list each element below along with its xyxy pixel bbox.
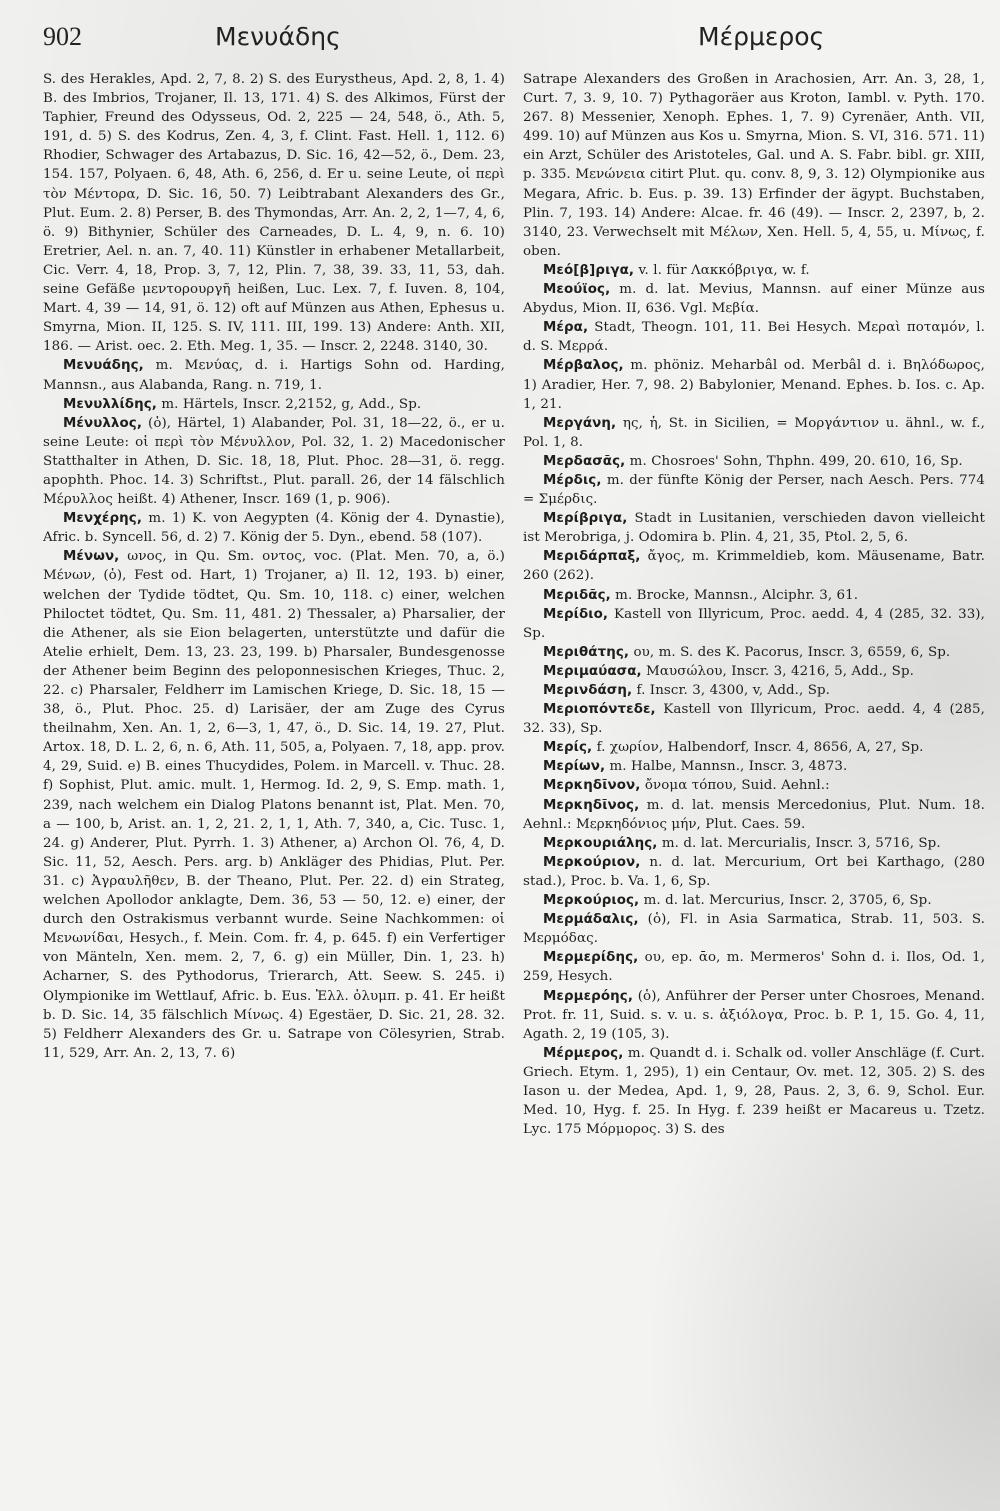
entry-body: m. Quandt d. i. Schalk od. voller Anschläge (f. Curt. Griech. Etym. 1, 295), 1) ein Centaur, Ov. met. 12, 305. 2) S. des Iason u. der Medea, Apd. 1, 9, 28, Paus. 2, 3, 6. 9, Schol. Eur. Med. 10, Hyg. f. 25. In Hyg. f. 239 heißt er Macareus u. Tzetz. Lyc. 175 Μόρμορος. 3) S. des: [523, 1045, 985, 1138]
entry-headword: Μερκούριος,: [543, 893, 640, 909]
page-number: 902: [43, 22, 82, 51]
entry-continuation: [523, 70, 985, 261]
entry-body: v. l. für Λακκόβριγα, w. f.: [634, 262, 810, 278]
entry-headword: Μεριμαύασα,: [543, 663, 642, 679]
entry-headword: Μενυάδης,: [63, 358, 144, 374]
entry-headword: Μερκούριον,: [543, 854, 641, 870]
dictionary-entry: [523, 356, 985, 413]
entry-body: m. d. lat. Mercurius, Inscr. 2, 3705, 6, Sp.: [639, 893, 932, 909]
dictionary-entry: [523, 605, 985, 643]
dictionary-entry: [43, 547, 505, 1063]
entry-headword: Μέρβαλος,: [543, 358, 624, 374]
entry-headword: Μερινδάση,: [543, 683, 633, 698]
dictionary-entry: [523, 757, 985, 776]
entry-headword: Μερκηδῖνος,: [543, 797, 640, 813]
dictionary-entry: [43, 509, 505, 547]
entry-headword: Μέρμερος,: [543, 1045, 624, 1061]
entry-body: ου, ep. ᾱο, m. Mermeros' Sohn d. i. Ilos, Od. 1, 259, Hesych.: [523, 950, 985, 985]
entry-headword: Μερμερίδης,: [543, 950, 639, 966]
entry-body: ἄγος, m. Krimmeldieb, kom. Mäusename, Batr. 260 (262).: [523, 549, 985, 584]
entry-headword: Μερίων,: [543, 759, 606, 775]
entry-headword: Μενχέρης,: [63, 511, 143, 527]
dictionary-entry: [523, 643, 985, 662]
entry-headword: Μέρα,: [543, 320, 589, 336]
right-column: [523, 70, 985, 1139]
entry-headword: Μεριθάτης,: [543, 644, 630, 660]
entry-headword: Μερδασᾶς,: [543, 453, 626, 469]
entry-headword: Μεριδᾶς,: [543, 587, 611, 603]
dictionary-entry: [523, 776, 985, 795]
dictionary-entry: [523, 261, 985, 280]
entry-headword: Μεριδάρπαξ,: [543, 549, 641, 565]
dictionary-entry: [523, 452, 985, 471]
entry-body: n. d. lat. Mercurium, Ort bei Karthago, (280 stad.), Proc. b. Va. 1, 6, Sp.: [523, 854, 985, 889]
entry-body: f. Inscr. 3, 4300, v, Add., Sp.: [632, 683, 831, 698]
dictionary-entry: [523, 280, 985, 318]
entry-headword: Μεούϊος,: [543, 282, 611, 298]
dictionary-entry: [523, 834, 985, 853]
entry-body: m. 1) K. von Aegypten (4. König der 4. Dynastie), Afric. b. Syncell. 56, d. 2) 7. König der 5. Dyn., ebend. 58 (107).: [43, 511, 505, 546]
entry-headword: Μερίς,: [543, 740, 593, 756]
entry-headword: Μερμάδαλις,: [543, 912, 639, 928]
entry-headword: Μενυλλίδης,: [63, 396, 157, 412]
entry-body: Kastell von Illyricum, Proc. aedd. 4, 4 (285, 32. 33), Sp.: [523, 606, 985, 641]
guide-word-left: Μενυάδης: [215, 22, 341, 51]
dictionary-entry: [523, 471, 985, 509]
dictionary-entry: [523, 910, 985, 948]
dictionary-entry: [43, 414, 505, 509]
guide-word-right: Μέρμερος: [698, 22, 825, 51]
dictionary-entry: [523, 1044, 985, 1139]
dictionary-entry: [523, 700, 985, 738]
dictionary-entry: [523, 509, 985, 547]
entry-body: Μαυσώλου, Inscr. 3, 4216, 5, Add., Sp.: [641, 663, 914, 679]
entry-body: (ὁ), Härtel, 1) Alabander, Pol. 31, 18—22, ö., er u. seine Leute: οἱ περὶ τὸν Μένυλλον, Pol. 32, 1. 2) Macedonischer Statthalter in Athen, D. Sic. 18, 18, Plut. Phoc. 28—31, ö. regg. apophth. Phoc. 14. 3) Schriftst., Plut. parall. 26, der 14 fälschlich Μέρυλλος heißt. 4) Athener, Inscr. 169 (1, p. 906).: [43, 415, 505, 508]
dictionary-entry: [523, 891, 985, 910]
entry-continuation: [43, 70, 505, 356]
entry-body: Satrape Alexanders des Großen in Arachosien, Arr. An. 3, 28, 1, Curt. 7, 3. 9, 10. 7) Pythagoräer aus Kroton, Iambl. v. Pyth. 170. 267. 8) Messenier, Xenoph. Ephes. 1, 7. 9) Cyrenäer, Anth. VII, 499. 10) auf Münzen aus Kos u. Smyrna, Mion. S. VI, 316. 571. 11) ein Arzt, Schüler des Aristoteles, Gal. und A. S. Fabr. bibl. gr. XIII, p. 335. Μενώνεια citirt Plut. qu. conv. 8, 9, 3. 12) Olympionike aus Megara, Afric. b. Eus. p. 39. 13) Erfinder der ägypt. Buchstaben, Plin. 7, 193. 14) Andere: Alcae. fr. 46 (49). — Inscr. 2, 2397, b, 2. 3140, 23. Verwechselt mit Μέλων, Xen. Hell. 5, 4, 55, u. Μίνως, f. oben.: [523, 72, 985, 259]
entry-body: ου, m. S. des K. Pacorus, Inscr. 3, 6559, 6, Sp.: [629, 644, 951, 660]
dictionary-entry: [523, 586, 985, 605]
entry-body: m. Brocke, Mannsn., Alciphr. 3, 61.: [610, 587, 859, 603]
entry-body: Kastell von Illyricum, Proc. aedd. 4, 4 (285, 32. 33), Sp.: [523, 702, 985, 737]
entry-body: f. χωρίον, Halbendorf, Inscr. 4, 8656, A, 27, Sp.: [592, 740, 924, 756]
running-head: [0, 20, 1000, 60]
entry-headword: Μεριοπόντεδε,: [543, 702, 656, 718]
entry-body: m. der fünfte König der Perser, nach Aesch. Pers. 774 = Σμέρδις.: [523, 472, 985, 508]
entry-headword: Μερκουριάλης,: [543, 835, 658, 851]
entry-body: Stadt in Lusitanien, verschieden davon vielleicht ist Merobriga, j. Odomira b. Plin. 4, 21, 35, Ptol. 2, 5, 6.: [523, 511, 985, 546]
dictionary-entry: [43, 395, 505, 414]
entry-body: ὄνομα τόπου, Suid. Aehnl.:: [640, 778, 830, 794]
dictionary-entry: [523, 853, 985, 891]
entry-body: Stadt, Theogn. 101, 11. Bei Hesych. Μεραὶ ποταμόν, l. d. S. Μερρά.: [523, 320, 985, 355]
dictionary-entry: [523, 662, 985, 681]
entry-headword: Μερμερόης,: [543, 988, 634, 1004]
dictionary-entry: [523, 796, 985, 834]
entry-body: m. phöniz. Meharbâl od. Merbâl d. i. Βηλόδωρος, 1) Aradier, Her. 7, 98. 2) Babylonier, Menand. Ephes. b. Ios. c. Ap. 1, 21.: [523, 358, 985, 412]
entry-headword: Μερκηδῖνον,: [543, 778, 641, 794]
entry-body: m. d. lat. Mevius, Mannsn. auf einer Münze aus Abydus, Mion. II, 636. Vgl. Μεβία.: [523, 282, 985, 317]
entry-body: S. des Herakles, Apd. 2, 7, 8. 2) S. des Eurystheus, Apd. 2, 8, 1. 4) B. des Imbrios, Trojaner, Il. 13, 171. 4) S. des Alkimos, Fürst der Taphier, Freund des Odysseus, Od. 2, 225 — 24, 548, ö., Ath. 5, 191, d. 5) S. des Kodrus, Zen. 4, 3, f. Clint. Fast. Hell. 1, 112. 6) Rhodier, Schwager des Artabazus, D. Sic. 16, 42—52, ö., Dem. 23, 154. 157, Polyaen. 6, 48, Ath. 6, 256, d. Er u. seine Leute, οἱ περὶ τὸν Μέντορα, D. Sic. 16, 50. 7) Leibtrabant Alexanders des Gr., Plut. Eum. 2. 8) Perser, B. des Thymondas, Arr. An. 2, 2, 1—7, 4, 6, ö. 9) Bithynier, Schüler des Carneades, D. L. 4, 9, n. 6. 10) Eretrier, Ael. n. an. 7, 40. 11) Künstler in erhabener Metallarbeit, Cic. Verr. 4, 18, Prop. 3, 7, 12, Plin. 7, 38, 39. 33, 11, 53, dah. seine Gefäße μεντορουργῆ heißen, Luc. Lex. 7, f. Iuven. 8, 104, Mart. 4, 39 — 14, 91, ö. 12) oft auf Münzen aus Athen, Ephesus u. Smyrna, Mion. II, 125. S. IV, 111. III, 199. 13) Andere: Anth. XII, 186. — Arist. oec. 2. Eth. Meg. 1, 35. — Inscr. 2, 2248. 3140, 30.: [43, 72, 505, 355]
left-column: [43, 70, 505, 1063]
entry-headword: Μεργάνη,: [543, 415, 617, 431]
entry-headword: Μένυλλος,: [63, 415, 143, 431]
entry-body: ωνος, in Qu. Sm. οντος, voc. (Plat. Men. 70, a, ö.) Μένων, (ὁ), Fest od. Hart, 1) Trojaner, a) Il. 12, 193. b) einer, welchen der Tydide tödtet, Qu. Sm. 10, 118. c) einer, welchen Philoctet tödtet, Qu. Sm. 11, 481. 2) Thessaler, a) Pharsalier, der die Athener, als sie Eion belagerten, unterstützte und dafür die Atelie erhielt, Dem. 13, 23. 23, 199. b) Pharsaler, Bundesgenosse der Athener beim Beginn des peloponnesischen Krieges, Thuc. 2, 22. c) Pharsaler, Feldherr im Lamischen Kriege, D. Sic. 18, 15 —38, ö., Plut. Phoc. 25. d) Larisäer, der am Zuge des Cyrus theilnahm, Xen. An. 1, 2, 6—3, 1, 47, ö., D. Sic. 14, 19. 27, Plut. Artox. 18, D. L. 2, 6, n. 6, Ath. 11, 505, a, Polyaen. 7, 18, app. prov. 4, 29, Suid. e) B. eines Thucydides, Polem. in Marcell. v. Thuc. 28. f) Sophist, Plut. amic. mult. 1, Hermog. Id. 2, 9, S. Emp. math. 1, 239, nach welchem ein Dialog Platons benannt ist, Plat. Men. 70, a — 100, b, Arist. an. 1, 2, 21. 2, 1, 1, Ath. 7, 340, a, Cic. Tusc. 1, 24. g) Anderer, Plut. Pyrrh. 1. 3) Athener, a) Archon Ol. 76, 4, D. Sic. 11, 52, Aesch. Pers. arg. b) Ankläger des Phidias, Plut. Per. 31. c) Ἀγραυλῆθεν, B. der Theano, Plut. Per. 22. d) ein Strateg, welchen Apollodor anklagte, Dem. 36, 53 — 50, 12. e) einer, der durch den Ostrakismus verbannt wurde. Seine Nachkommen: οἱ Μενωνίδαι, Hesych., f. Mein. Com. fr. 4, p. 645. f) ein Verfertiger von Mänteln, Xen. mem. 2, 7, 6. g) ein Müller, Din. 1, 23. h) Acharner, S. des Pythodorus, Trierarch, Att. Seew. S. 245. i) Olympionike im Wettlauf, Afric. b. Eus. Ἑλλ. ὀλυμπ. p. 41. Er heißt b. D. Sic. 14, 35 fälschlich Μίνως. 4) Egestäer, D. Sic. 21, 28. 32. 5) Feldherr Alexanders des Gr. u. Satrape von Cölesyrien, Strab. 11, 529, Arr. An. 2, 13, 7. 6): [43, 549, 505, 1061]
dictionary-entry: [523, 681, 985, 700]
entry-headword: Μέρδις,: [543, 472, 602, 488]
entry-headword: Μένων,: [63, 549, 120, 565]
entry-headword: Μερίβριγα,: [543, 511, 628, 527]
dictionary-entry: [523, 318, 985, 356]
entry-headword: Μεό[β]ριγα,: [543, 262, 635, 278]
entry-body: m. d. lat. mensis Mercedonius, Plut. Num. 18. Aehnl.: Μερκηδόνιος μήν, Plut. Caes. 59.: [523, 797, 985, 832]
entry-body: m. Μενύας, d. i. Hartigs Sohn od. Harding, Mannsn., aus Alabanda, Rang. n. 719, 1.: [43, 358, 505, 393]
entry-body: (ὁ), Anführer der Perser unter Chosroes, Menand. Prot. fr. 11, Suid. s. v. u. s. ἀξιόλογα, Proc. b. P. 1, 15. Go. 4, 11, Agath. 2, 19 (105, 3).: [523, 988, 985, 1042]
dictionary-entry: [523, 738, 985, 757]
entry-body: m. Härtels, Inscr. 2,2152, g, Add., Sp.: [156, 396, 422, 412]
entry-headword: Μερίδιο,: [543, 606, 609, 622]
entry-body: m. Halbe, Mannsn., Inscr. 3, 4873.: [605, 759, 848, 775]
dictionary-entry: [523, 414, 985, 452]
dictionary-entry: [523, 948, 985, 986]
entry-body: m. Chosroes' Sohn, Thphn. 499, 20. 610, 16, Sp.: [625, 453, 963, 469]
dictionary-entry: [523, 547, 985, 585]
entry-body: m. d. lat. Mercurialis, Inscr. 3, 5716, Sp.: [657, 835, 941, 851]
entry-body: (ὁ), Fl. in Asia Sarmatica, Strab. 11, 503. S. Μερμόδας.: [523, 912, 985, 947]
entry-body: ης, ἡ, St. in Sicilien, = Μοργάντιον u. ähnl., w. f., Pol. 1, 8.: [523, 415, 985, 450]
dictionary-entry: [43, 356, 505, 394]
dictionary-entry: [523, 987, 985, 1044]
